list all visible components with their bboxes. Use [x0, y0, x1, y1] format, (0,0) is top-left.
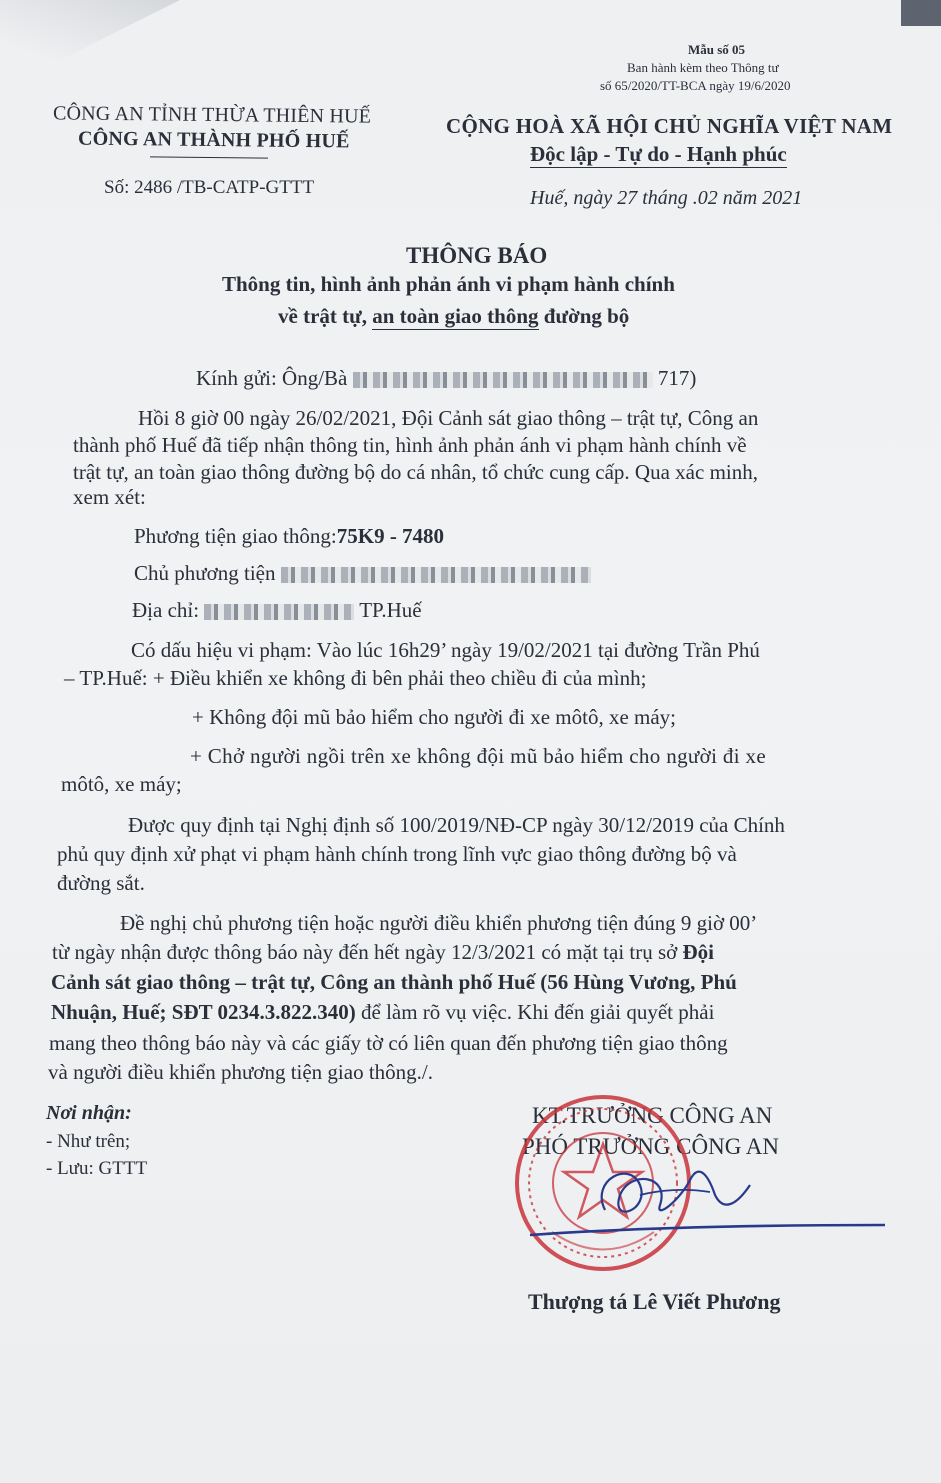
- recipient-item-1: - Như trên;: [46, 1131, 131, 1152]
- background-corner: [901, 0, 941, 26]
- notice-subtitle-line2: về trật tự, an toàn giao thông đường bộ: [278, 304, 630, 328]
- motto: Độc lập - Tự do - Hạnh phúc: [530, 142, 787, 166]
- violation-line1: Có dấu hiệu vi phạm: Vào lúc 16h29’ ngày 19/02/2021 tại đường Trần Phú: [131, 638, 760, 662]
- nation-title: CỘNG HOÀ XÃ HỘI CHỦ NGHĨA VIỆT NAM: [446, 114, 893, 138]
- addressee-line: Kính gửi: Ông/Bà 717): [196, 366, 697, 390]
- agency-line2: CÔNG AN THÀNH PHỐ HUẾ: [77, 127, 350, 153]
- doc-number: Số: 2486 /TB-CATP-GTTT: [104, 177, 315, 198]
- form-number: Mẫu số 05: [688, 42, 746, 57]
- owner-line: Chủ phương tiện: [134, 561, 591, 586]
- address-line: Địa chỉ: TP.Huế: [132, 598, 422, 622]
- regulation-line1: Được quy định tại Nghị định số 100/2019/NĐ-CP ngày 30/12/2019 của Chính: [128, 813, 785, 837]
- request-line6: và người điều khiển phương tiện giao thông./.: [48, 1060, 434, 1084]
- redacted-owner: [281, 567, 591, 583]
- notice-title: THÔNG BÁO: [406, 243, 548, 268]
- form-issued-line1: Ban hành kèm theo Thông tư: [627, 60, 779, 75]
- agency-line1: CÔNG AN TỈNH THỪA THIÊN HUẾ: [52, 102, 372, 128]
- form-issued-line2: số 65/2020/TT-BCA ngày 19/6/2020: [600, 78, 791, 93]
- violation-line5: môtô, xe máy;: [61, 772, 182, 796]
- para1-line3: trật tự, an toàn giao thông đường bộ do cá nhân, tổ chức cung cấp. Qua xác minh,: [73, 460, 758, 484]
- notice-subtitle-line1: Thông tin, hình ảnh phản ánh vi phạm hành chính: [222, 272, 675, 296]
- sign-title-line2: PHÓ TRƯỞNG CÔNG AN: [522, 1134, 780, 1159]
- request-line2: từ ngày nhận được thông báo này đến hết ngày 12/3/2021 có mặt tại trụ sở Đội: [52, 940, 715, 964]
- regulation-line2: phủ quy định xử phạt vi phạm hành chính trong lĩnh vực giao thông đường bộ và: [57, 842, 737, 866]
- request-line5: mang theo thông báo này và các giấy tờ có liên quan đến phương tiện giao thông: [49, 1031, 728, 1055]
- recipients-label: Nơi nhận:: [46, 1102, 132, 1124]
- violation-line2: – TP.Huế: + Điều khiển xe không đi bên phải theo chiều đi của mình;: [64, 666, 647, 690]
- para1-line2: thành phố Huế đã tiếp nhận thông tin, hình ảnh phản ánh vi phạm hành chính về: [73, 433, 747, 457]
- request-line4: Nhuận, Huế; SĐT 0234.3.822.340) để làm rõ vụ việc. Khi đến giải quyết phải: [51, 1000, 715, 1024]
- request-line3: Cảnh sát giao thông – trật tự, Công an thành phố Huế (56 Hùng Vương, Phú: [51, 970, 737, 994]
- para1-line4: xem xét:: [73, 485, 146, 509]
- recipient-item-2: - Lưu: GTTT: [46, 1158, 148, 1179]
- violation-line4: + Chở người ngồi trên xe không đội mũ bảo hiểm cho người đi xe: [190, 744, 767, 768]
- handwritten-signature: [510, 1140, 890, 1260]
- agency-underline: [150, 156, 268, 158]
- violation-line3: + Không đội mũ bảo hiểm cho người đi xe môtô, xe máy;: [192, 705, 677, 729]
- vehicle-line: Phương tiện giao thông:75K9 - 7480: [134, 524, 445, 548]
- issue-date: Huế, ngày 27 tháng .02 năm 2021: [530, 187, 803, 209]
- redacted-address: [204, 604, 354, 620]
- redacted-name: [353, 372, 653, 388]
- request-line1: Đề nghị chủ phương tiện hoặc người điều khiển phương tiện đúng 9 giờ 00’: [120, 911, 758, 935]
- para1-line1: Hồi 8 giờ 00 ngày 26/02/2021, Đội Cảnh sát giao thông – trật tự, Công an: [138, 406, 759, 430]
- paper-fold-shadow: [0, 0, 180, 90]
- sign-title-line1: KT.TRƯỞNG CÔNG AN: [532, 1103, 773, 1128]
- signer-name: Thượng tá Lê Viết Phương: [528, 1289, 781, 1314]
- regulation-line3: đường sắt.: [57, 871, 145, 895]
